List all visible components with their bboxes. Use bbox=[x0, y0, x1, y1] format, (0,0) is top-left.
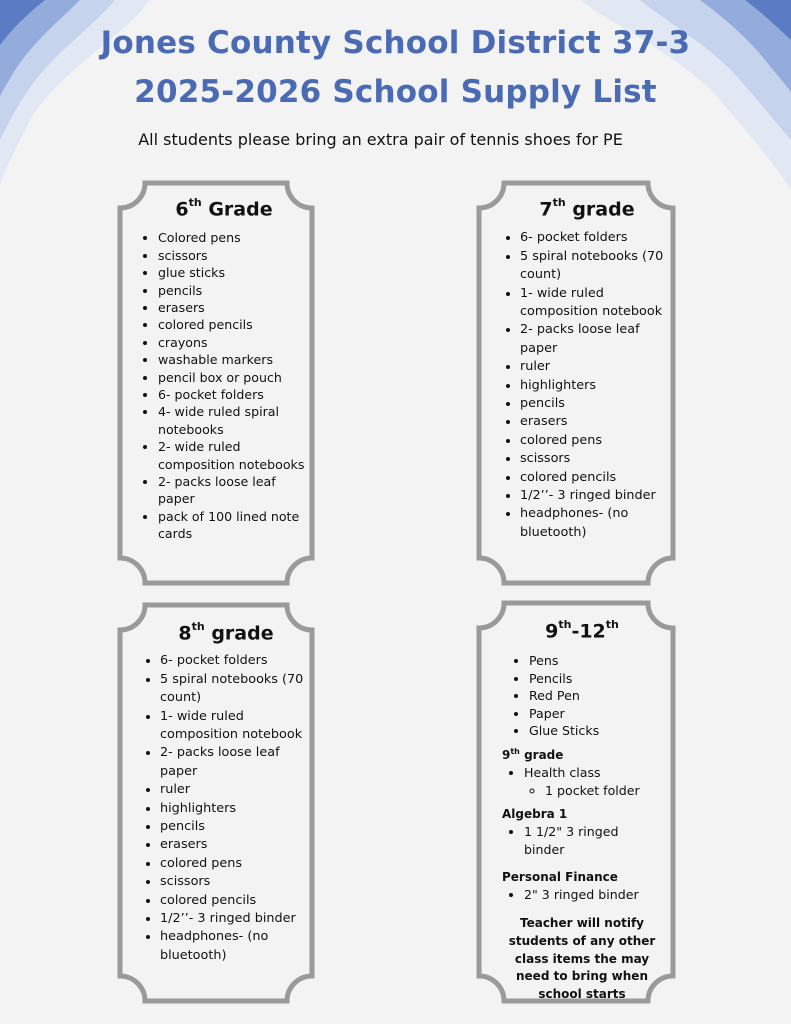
list-item: • Colored pens bbox=[158, 229, 309, 246]
list-item: • colored pencils bbox=[520, 469, 673, 487]
list-item: • colored pens bbox=[520, 432, 673, 450]
list-item: • 2- packs loose leaf paper bbox=[520, 321, 673, 358]
page-subtitle: All students please bring an extra pair of tennis shoes for PE bbox=[138, 130, 623, 149]
algebra-list bbox=[502, 823, 662, 858]
grade-6-card bbox=[117, 180, 315, 586]
list-item: • 2- packs loose leaf paper bbox=[158, 473, 309, 508]
list-item: • scissors bbox=[160, 873, 311, 891]
personal-finance-list bbox=[502, 886, 662, 903]
list-item: • glue sticks bbox=[158, 264, 309, 281]
list-item: • ruler bbox=[160, 781, 311, 799]
personal-finance-label: Personal Finance bbox=[502, 869, 618, 884]
list-item: • 1 1/2" 3 ringed binder bbox=[524, 823, 662, 858]
list-item: • erasers bbox=[160, 836, 311, 854]
list-item: • highlighters bbox=[520, 377, 673, 395]
algebra-label: Algebra 1 bbox=[502, 807, 568, 822]
grade-9-12-heading: 9th-12th bbox=[545, 618, 619, 643]
list-item: • headphones- (no bluetooth) bbox=[160, 928, 311, 965]
list-item: • pencils bbox=[520, 395, 673, 413]
list-item: • Paper bbox=[529, 705, 662, 722]
list-item: • 2- packs loose leaf paper bbox=[160, 744, 311, 781]
grade-8-supply-list bbox=[141, 652, 311, 965]
list-item: • 1/2’’- 3 ringed binder bbox=[520, 487, 673, 505]
list-item: • 6- pocket folders bbox=[160, 652, 311, 670]
grade-7-supply-list bbox=[501, 229, 673, 542]
list-item: • washable markers bbox=[158, 351, 309, 368]
list-item: • scissors bbox=[520, 450, 673, 468]
list-item: • 5 spiral notebooks (70 count) bbox=[160, 671, 311, 708]
list-item: • colored pencils bbox=[158, 316, 309, 333]
ninth-grade-list bbox=[502, 764, 662, 799]
list-item: • crayons bbox=[158, 334, 309, 351]
list-item: • pencils bbox=[160, 818, 311, 836]
list-item: • colored pens bbox=[160, 855, 311, 873]
list-item: • Pens bbox=[529, 652, 662, 669]
list-item: • 2" 3 ringed binder bbox=[524, 886, 662, 903]
list-item: ◦ 1 pocket folder bbox=[545, 782, 662, 799]
list-item: • scissors bbox=[158, 247, 309, 264]
list-item: • highlighters bbox=[160, 800, 311, 818]
grade-6-supply-list bbox=[139, 229, 309, 542]
list-item: • erasers bbox=[520, 413, 673, 431]
page-title-line1: Jones County School District 37-3 bbox=[100, 25, 691, 61]
grade-6-heading: 6th Grade bbox=[175, 196, 273, 221]
grade-9-12-card bbox=[476, 600, 676, 1004]
list-item: • 1- wide ruled composition notebook bbox=[520, 285, 673, 322]
list-item: • Pencils bbox=[529, 670, 662, 687]
grade-8-card bbox=[117, 602, 315, 1004]
grade-9-12-supply-list bbox=[502, 652, 662, 739]
list-item: • headphones- (no bluetooth) bbox=[520, 505, 673, 542]
list-item: • colored pencils bbox=[160, 892, 311, 910]
list-item: • pencils bbox=[158, 282, 309, 299]
list-item: • pack of 100 lined note cards bbox=[158, 508, 309, 543]
list-item: • 4- wide ruled spiral notebooks bbox=[158, 403, 309, 438]
list-item: • 1- wide ruled composition notebook bbox=[160, 708, 311, 745]
health-class-sublist bbox=[524, 782, 662, 799]
list-item: • erasers bbox=[158, 299, 309, 316]
list-item: • 6- pocket folders bbox=[158, 386, 309, 403]
grade-7-heading: 7th grade bbox=[539, 196, 635, 221]
list-item: • 2- wide ruled composition notebooks bbox=[158, 438, 309, 473]
list-item: • 1/2’’- 3 ringed binder bbox=[160, 910, 311, 928]
list-item: • 6- pocket folders bbox=[520, 229, 673, 247]
list-item: • 5 spiral notebooks (70 count) bbox=[520, 248, 673, 285]
list-item: • pencil box or pouch bbox=[158, 369, 309, 386]
grade-8-heading: 8th grade bbox=[178, 620, 274, 645]
ninth-grade-label: 9th grade bbox=[502, 747, 564, 763]
list-item: • ruler bbox=[520, 358, 673, 376]
list-item: • Red Pen bbox=[529, 687, 662, 704]
grade-7-card bbox=[476, 180, 676, 586]
list-item: • Glue Sticks bbox=[529, 722, 662, 739]
page-title-line2: 2025-2026 School Supply List bbox=[134, 74, 657, 110]
list-item: • Health class ◦ 1 pocket folder bbox=[524, 764, 662, 799]
teacher-note: Teacher will notify students of any other class items the may need to bring when school starts bbox=[508, 916, 656, 1001]
